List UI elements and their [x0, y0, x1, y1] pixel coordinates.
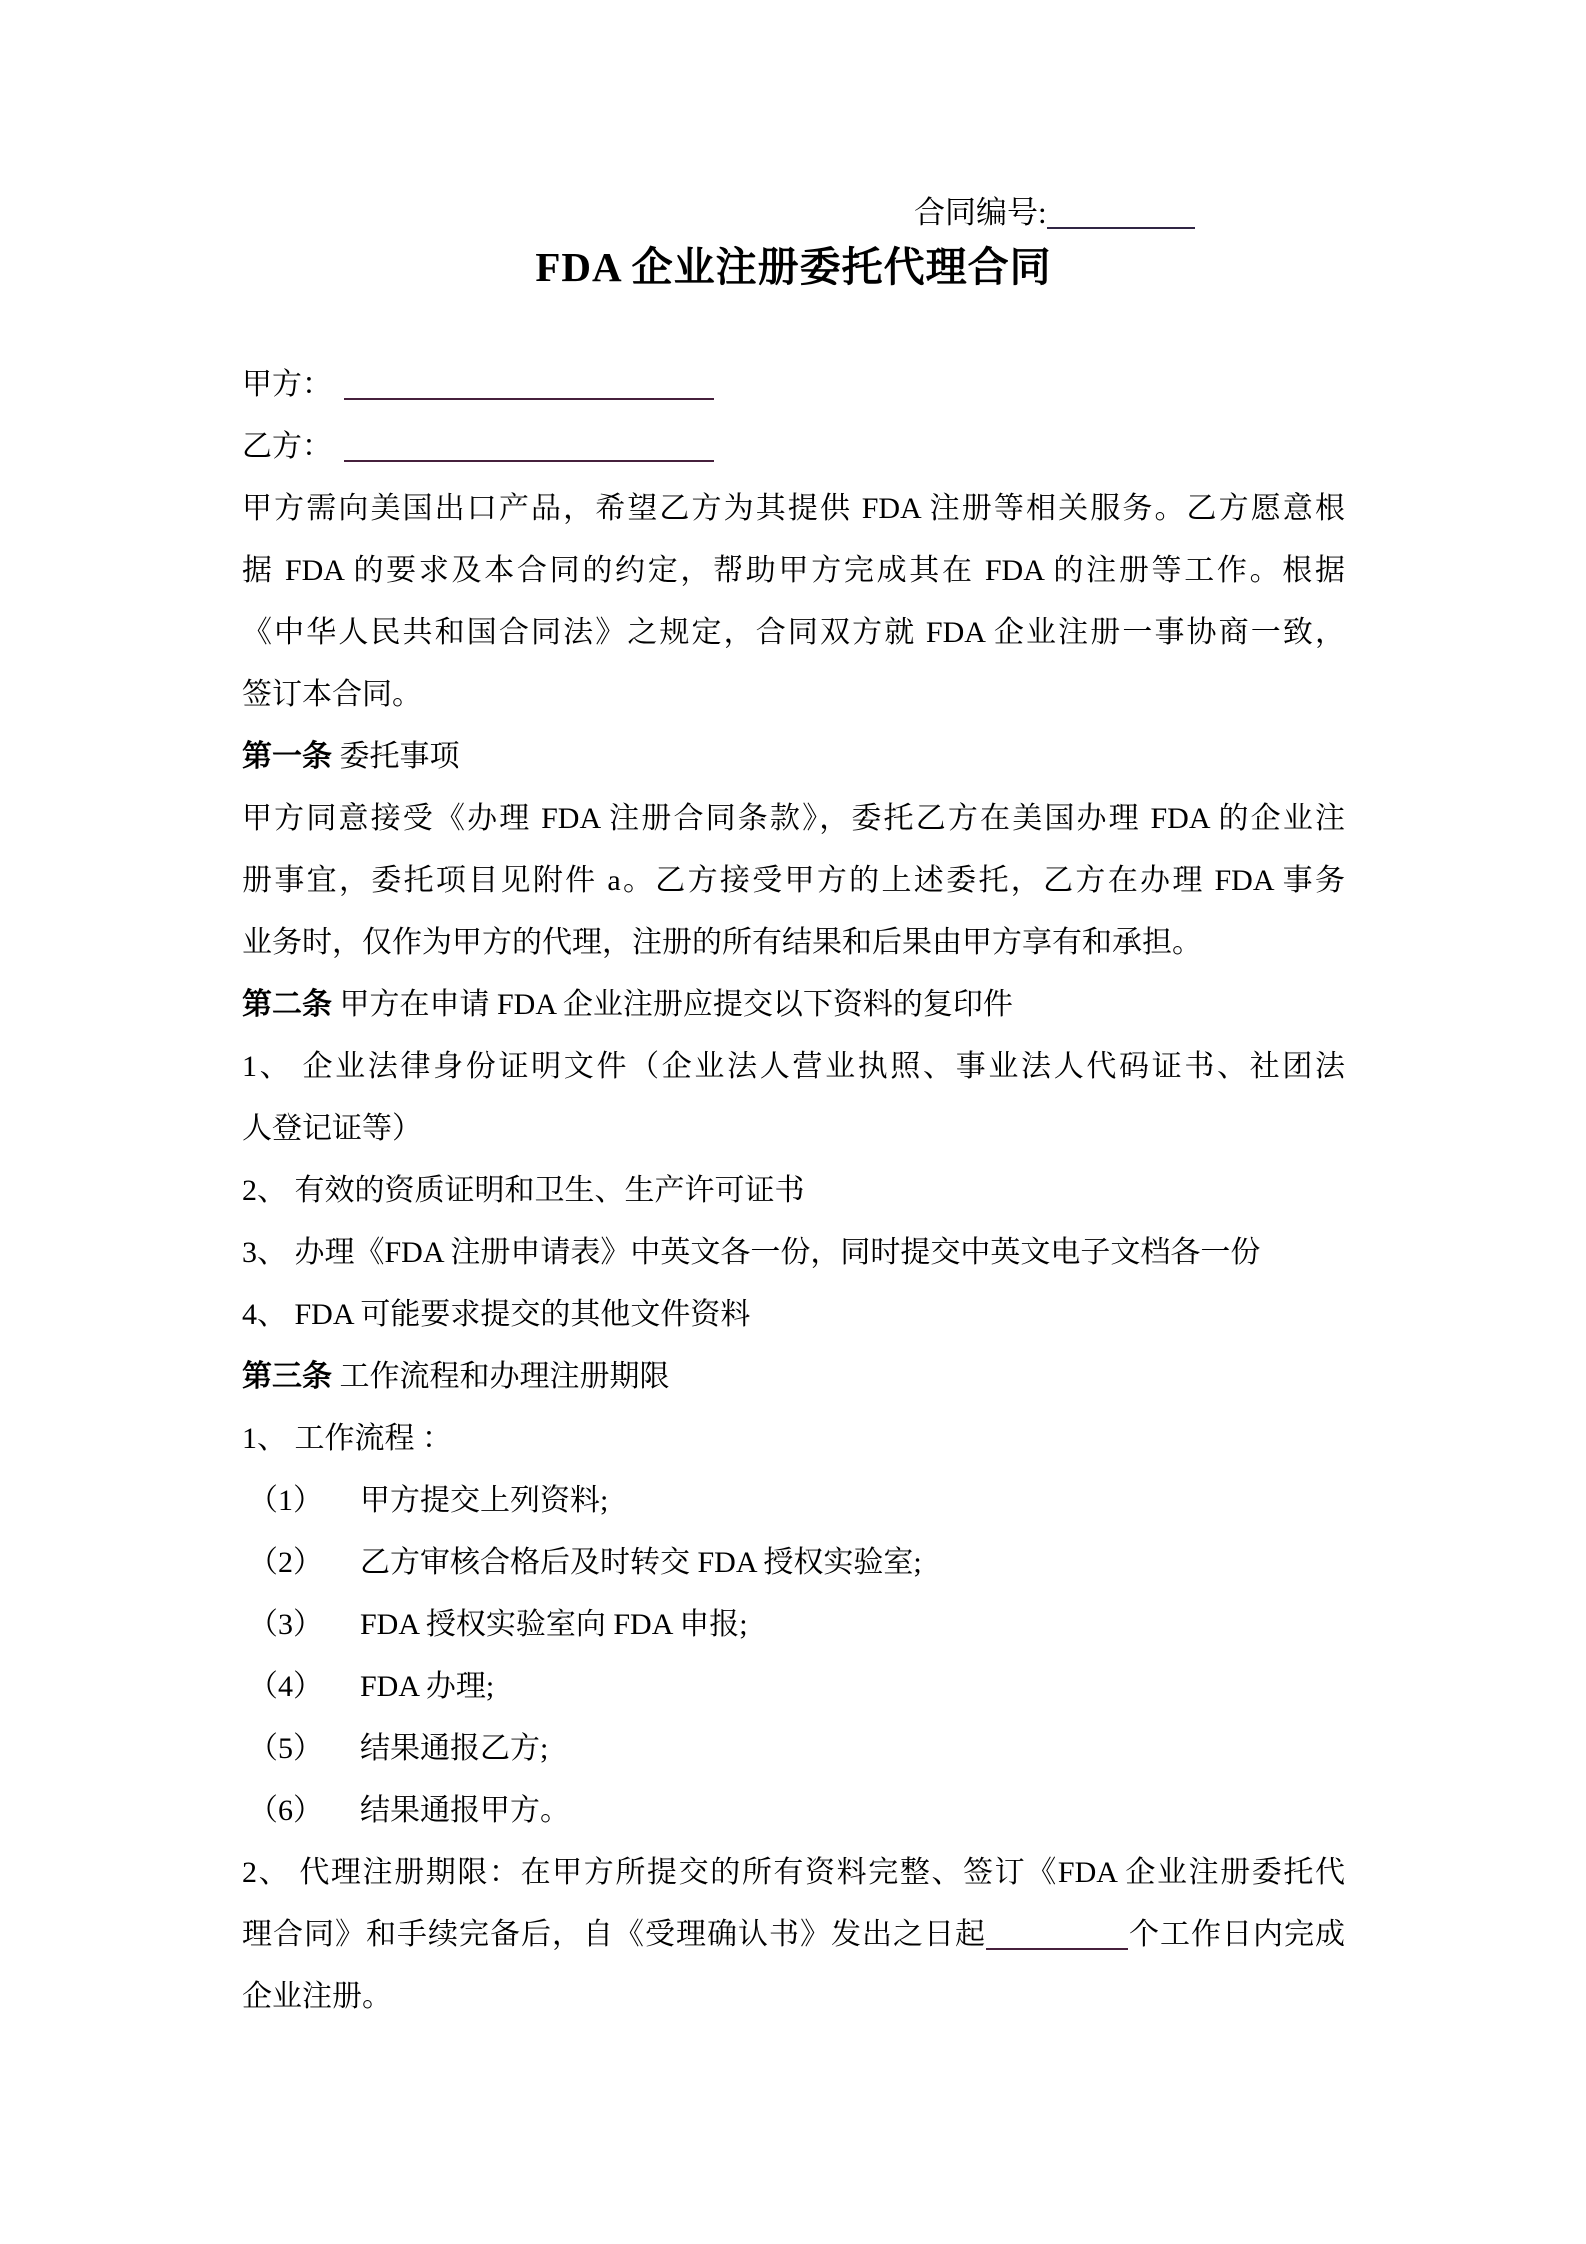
- step-1-text: 甲方提交上列资料;: [360, 1484, 609, 1517]
- step-3-marker: （3）: [248, 1608, 323, 1641]
- article-2-title: 甲方在申请 FDA 企业注册应提交以下资料的复印件: [339, 988, 1013, 1021]
- step-5-marker: （5）: [248, 1732, 323, 1765]
- contract-number-blank: [1047, 191, 1195, 229]
- article-2-heading: [242, 974, 1345, 1036]
- article-1-line-3: 业务时，仅作为甲方的代理，注册的所有结果和后果由甲方享有和承担。: [242, 926, 1202, 959]
- contract-number-line: [914, 190, 1345, 236]
- article-2-item-3: 3、 办理《FDA 注册申请表》中英文各一份，同时提交中英文电子文档各一份: [242, 1236, 1261, 1269]
- article-2-item-4: 4、 FDA 可能要求提交的其他文件资料: [242, 1298, 751, 1331]
- document-title: FDA 企业注册委托代理合同: [535, 244, 1052, 290]
- deadline-line-1: 2、 代理注册期限：在甲方所提交的所有资料完整、签订《FDA 企业注册委托代: [242, 1856, 1345, 1889]
- article-3-number: 第三条: [242, 1360, 332, 1393]
- article-3-title: 工作流程和办理注册期限: [339, 1360, 670, 1393]
- preamble-line-2: 据 FDA 的要求及本合同的约定，帮助甲方完成其在 FDA 的注册等工作。根据: [242, 554, 1345, 587]
- party-b-blank: [344, 424, 714, 462]
- workflow-step-1: [242, 1470, 1345, 1532]
- party-b-line: [242, 416, 1345, 478]
- deadline-text-before-blank: 理合同》和手续完备后，自《受理确认书》发出之日起: [242, 1918, 986, 1951]
- page-content: [242, 0, 1345, 2028]
- workflow-step-2: [242, 1532, 1345, 1594]
- article-2-item-2: 2、 有效的资质证明和卫生、生产许可证书: [242, 1174, 805, 1207]
- preamble-line-4: 签订本合同。: [242, 678, 422, 711]
- preamble-line-3: 《中华人民共和国合同法》之规定，合同双方就 FDA 企业注册一事协商一致，: [242, 616, 1345, 649]
- article-1-line-1: 甲方同意接受《办理 FDA 注册合同条款》，委托乙方在美国办理 FDA 的企业注: [242, 802, 1345, 835]
- preamble-line-1: 甲方需向美国出口产品，希望乙方为其提供 FDA 注册等相关服务。乙方愿意根: [242, 492, 1345, 525]
- step-6-marker: （6）: [248, 1794, 323, 1827]
- workflow-step-5: [242, 1718, 1345, 1780]
- step-3-text: FDA 授权实验室向 FDA 申报;: [360, 1608, 748, 1641]
- document-body: [242, 354, 1345, 2028]
- article-1-line-2: 册事宜，委托项目见附件 a。乙方接受甲方的上述委托，乙方在办理 FDA 事务: [242, 864, 1345, 897]
- party-b-label: 乙方：: [242, 430, 332, 463]
- article-2-item-1-line-1: 1、 企业法律身份证明文件（企业法人营业执照、事业法人代码证书、社团法: [242, 1050, 1345, 1083]
- contract-number-label: 合同编号:: [914, 195, 1047, 230]
- step-2-marker: （2）: [248, 1546, 323, 1579]
- step-5-text: 结果通报乙方;: [360, 1732, 549, 1765]
- party-a-blank: [344, 362, 714, 400]
- article-1-heading: [242, 726, 1345, 788]
- article-1-title: 委托事项: [339, 740, 460, 773]
- party-a-label: 甲方：: [242, 368, 332, 401]
- article-3-heading: [242, 1346, 1345, 1408]
- step-2-text: 乙方审核合格后及时转交 FDA 授权实验室;: [360, 1546, 922, 1579]
- deadline-text-after-blank: 个工作日内完成: [1128, 1918, 1345, 1951]
- workflow-step-6: [242, 1780, 1345, 1842]
- workflow-label-line: 1、 工作流程 ：: [242, 1422, 452, 1455]
- deadline-line-2: [242, 1904, 1345, 1966]
- working-days-blank: [986, 1912, 1128, 1950]
- step-4-text: FDA 办理;: [360, 1670, 495, 1703]
- workflow-step-4: [242, 1656, 1345, 1718]
- article-2-item-1-line-2: 人登记证等）: [242, 1112, 422, 1145]
- step-1-marker: （1）: [248, 1484, 323, 1517]
- article-1-number: 第一条: [242, 740, 332, 773]
- article-2-number: 第二条: [242, 988, 332, 1021]
- deadline-line-3: 企业注册。: [242, 1980, 392, 2013]
- step-6-text: 结果通报甲方。: [360, 1794, 570, 1827]
- step-4-marker: （4）: [248, 1670, 323, 1703]
- party-a-line: [242, 354, 1345, 416]
- workflow-step-3: [242, 1594, 1345, 1656]
